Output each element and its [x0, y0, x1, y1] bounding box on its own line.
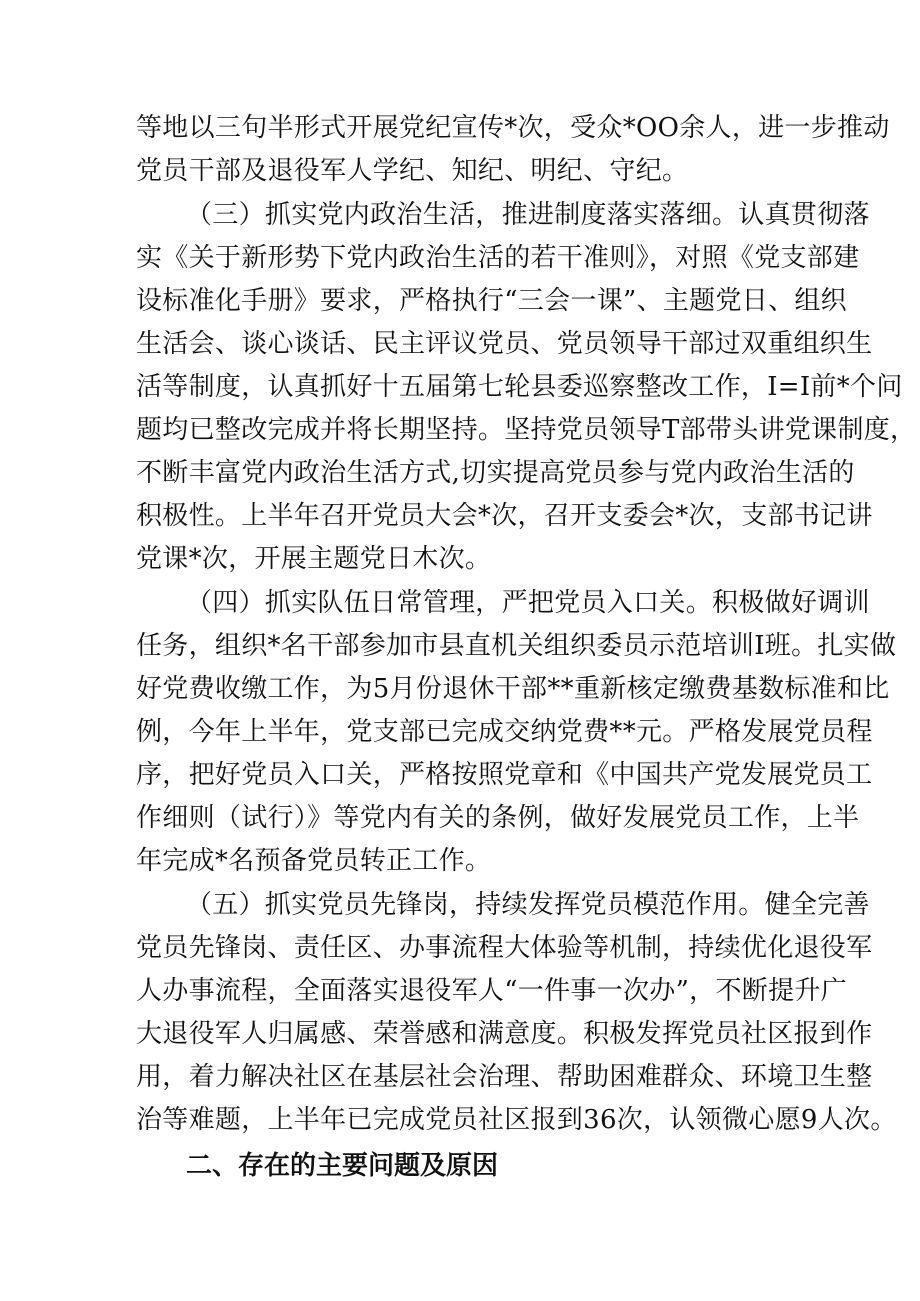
text-line: 积极性。上半年召开党员大会*次，召开支委会*次，支部书记讲: [136, 501, 873, 531]
text-line: 好党费收缴工作，为5月份退休干部**重新核定缴费基数标准和比: [136, 674, 890, 704]
text-line: 设标准化手册》要求，严格执行“三会一课”、主题党日、组织: [136, 286, 847, 316]
text-line: 治等难题，上半年已完成党员社区报到36次，认领微心愿9人次。: [136, 1105, 897, 1135]
text-line: 党员先锋岗、责任区、办事流程大体验等机制，持续优化退役军: [136, 933, 873, 963]
section-5-heading-line: （五）抓实党员先锋岗，持续发挥党员模范作用。健全完善: [186, 890, 870, 920]
text-line: 题均已整改完成并将长期坚持。坚持党员领导T部带头讲党课制度，: [136, 415, 917, 445]
text-line: 生活会、谈心谈话、民主评议党员、党员领导干部过双重组织生: [136, 329, 873, 359]
text-line: 序，把好党员入口关，严格按照党章和《中国共产党发展党员工: [136, 760, 873, 790]
section-4-heading-line: （四）抓实队伍日常管理，严把党员入口关。积极做好调训: [186, 588, 870, 618]
text-line: 党课*次，开展主题党日木次。: [136, 544, 492, 574]
section-3-heading-line: （三）抓实党内政治生活，推进制度落实落细。认真贯彻落: [186, 200, 870, 230]
text-line: 任务，组织*名干部参加市县直机关组织委员示范培训I班。扎实做: [136, 631, 897, 661]
text-line: 年完成*名预备党员转正工作。: [136, 846, 492, 876]
text-line: 活等制度，认真抓好十五届第七轮县委巡察整改工作，I=I前*个问: [136, 372, 903, 402]
text-line: 实《关于新形势下党内政治生活的若干准则》，对照《党支部建: [136, 243, 860, 273]
text-line: 等地以三句半形式开展党纪宣传*次，受众*OO余人，进一步推动: [136, 113, 890, 143]
text-line: 例，今年上半年，党支部已完成交纳党费**元。严格发展党员程: [136, 717, 873, 747]
text-line: 用，着力解决社区在基层社会治理、帮助困难群众、环境卫生整: [136, 1062, 873, 1092]
section-heading: 二、存在的主要问题及原因: [186, 1151, 499, 1181]
text-line: 不断丰富党内政治生活方式,切实提高党员参与党内政治生活的: [136, 458, 855, 488]
text-line: 作细则（试行）》等党内有关的条例，做好发展党员工作，上半: [136, 803, 860, 833]
text-line: 党员干部及退役军人学纪、知纪、明纪、守纪。: [136, 156, 689, 186]
text-line: 大退役军人归属感、荣誉感和满意度。积极发挥党员社区报到作: [136, 1019, 873, 1049]
text-line: 人办事流程，全面落实退役军人“一件事一次办”，不断提升广: [136, 976, 847, 1006]
